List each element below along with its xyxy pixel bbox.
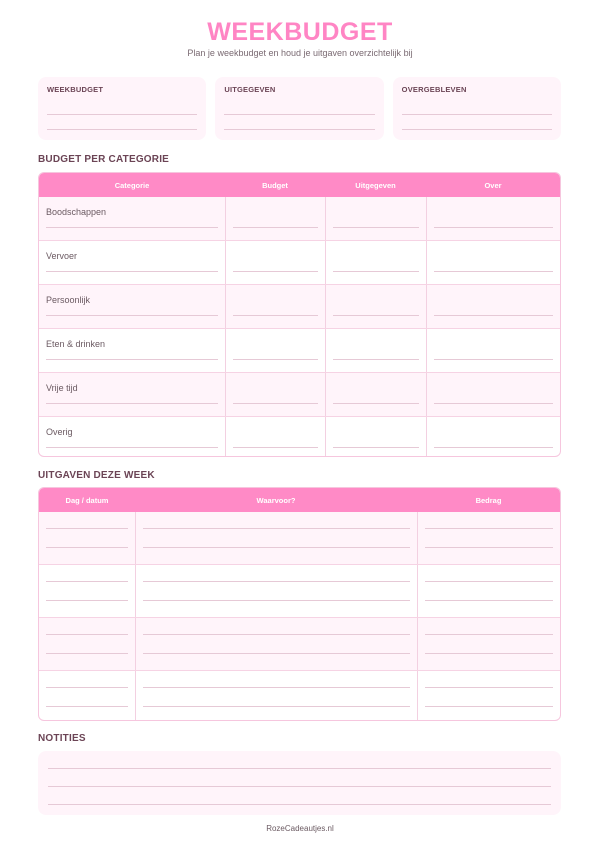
waarvoor-cell[interactable] xyxy=(135,512,417,564)
write-line xyxy=(143,653,410,654)
write-line xyxy=(333,447,419,448)
category-name: Overig xyxy=(46,427,73,437)
over-cell[interactable] xyxy=(426,241,560,284)
write-line xyxy=(143,706,410,707)
category-cell[interactable] xyxy=(39,241,225,284)
write-line xyxy=(434,403,553,404)
table-row xyxy=(39,240,560,284)
write-line xyxy=(402,114,552,115)
write-line xyxy=(143,581,410,582)
write-line xyxy=(333,359,419,360)
write-line xyxy=(402,129,552,130)
write-line xyxy=(48,768,551,769)
write-line xyxy=(46,315,218,316)
summary-card-uitgegeven[interactable] xyxy=(215,77,383,140)
write-line xyxy=(233,447,318,448)
over-cell[interactable] xyxy=(426,285,560,328)
uitgegeven-cell[interactable] xyxy=(325,373,426,416)
category-name: Vrije tijd xyxy=(46,383,78,393)
budget-cell[interactable] xyxy=(225,241,325,284)
table-row xyxy=(39,284,560,328)
uitgegeven-cell[interactable] xyxy=(325,197,426,240)
column-header-categorie: Categorie xyxy=(114,180,150,190)
write-line xyxy=(46,227,218,228)
summary-cards xyxy=(38,77,561,140)
uitgegeven-cell[interactable] xyxy=(325,241,426,284)
table-row xyxy=(39,670,560,721)
write-line xyxy=(333,227,419,228)
write-line xyxy=(233,227,318,228)
write-line xyxy=(46,706,128,707)
write-line xyxy=(47,114,197,115)
notes-area[interactable] xyxy=(38,751,561,815)
write-line xyxy=(46,403,218,404)
write-line xyxy=(434,359,553,360)
category-cell[interactable] xyxy=(39,329,225,372)
write-line xyxy=(425,706,553,707)
write-line xyxy=(48,804,551,805)
write-line xyxy=(46,528,128,529)
section-title-notes: NOTITIES xyxy=(38,733,86,744)
write-line xyxy=(434,227,553,228)
page-subtitle: Plan je weekbudget en houd je uitgaven overzichtelijk bij xyxy=(187,48,413,58)
category-table-header xyxy=(39,173,560,197)
write-line xyxy=(46,359,218,360)
dag-datum-cell[interactable] xyxy=(39,618,135,670)
dag-datum-cell[interactable] xyxy=(39,565,135,617)
column-header-over: Over xyxy=(484,180,502,190)
column-header-dag-datum: Dag / datum xyxy=(65,495,109,505)
table-row xyxy=(39,416,560,457)
write-line xyxy=(233,271,318,272)
write-line xyxy=(233,315,318,316)
waarvoor-cell[interactable] xyxy=(135,618,417,670)
table-row xyxy=(39,328,560,372)
column-header-bedrag: Bedrag xyxy=(475,495,502,505)
write-line xyxy=(333,315,419,316)
budget-cell[interactable] xyxy=(225,285,325,328)
category-name: Persoonlijk xyxy=(46,295,91,305)
category-name: Boodschappen xyxy=(46,207,107,217)
budget-cell[interactable] xyxy=(225,329,325,372)
write-line xyxy=(47,129,197,130)
write-line xyxy=(425,653,553,654)
budget-cell[interactable] xyxy=(225,373,325,416)
uitgegeven-cell[interactable] xyxy=(325,329,426,372)
table-row xyxy=(39,372,560,416)
footer-text: RozeCadeautjes.nl xyxy=(266,824,334,833)
waarvoor-cell[interactable] xyxy=(135,671,417,721)
over-cell[interactable] xyxy=(426,417,560,457)
summary-card-label: WEEKBUDGET xyxy=(47,85,104,94)
write-line xyxy=(233,359,318,360)
summary-card-weekbudget[interactable] xyxy=(38,77,206,140)
expenses-table xyxy=(38,487,561,721)
bedrag-cell[interactable] xyxy=(417,512,560,564)
dag-datum-cell[interactable] xyxy=(39,671,135,721)
write-line xyxy=(143,634,410,635)
write-line xyxy=(46,653,128,654)
write-line xyxy=(46,634,128,635)
category-cell[interactable] xyxy=(39,285,225,328)
over-cell[interactable] xyxy=(426,197,560,240)
write-line xyxy=(434,271,553,272)
category-name: Vervoer xyxy=(46,251,78,261)
budget-cell[interactable] xyxy=(225,417,325,457)
write-line xyxy=(233,403,318,404)
waarvoor-cell[interactable] xyxy=(135,565,417,617)
write-line xyxy=(46,600,128,601)
write-line xyxy=(224,129,374,130)
bedrag-cell[interactable] xyxy=(417,618,560,670)
table-row xyxy=(39,564,560,617)
section-title-categories: BUDGET PER CATEGORIE xyxy=(38,154,170,165)
write-line xyxy=(46,271,218,272)
write-line xyxy=(46,581,128,582)
page-title: WEEKBUDGET xyxy=(207,18,393,46)
category-cell[interactable] xyxy=(39,373,225,416)
write-line xyxy=(434,315,553,316)
category-cell[interactable] xyxy=(39,197,225,240)
write-line xyxy=(46,547,128,548)
write-line xyxy=(434,447,553,448)
write-line xyxy=(48,786,551,787)
write-line xyxy=(46,687,128,688)
table-row xyxy=(39,617,560,670)
write-line xyxy=(143,547,410,548)
over-cell[interactable] xyxy=(426,329,560,372)
expenses-table-header xyxy=(39,488,560,512)
write-line xyxy=(143,528,410,529)
write-line xyxy=(425,547,553,548)
write-line xyxy=(425,600,553,601)
bedrag-cell[interactable] xyxy=(417,565,560,617)
dag-datum-cell[interactable] xyxy=(39,512,135,564)
write-line xyxy=(425,687,553,688)
over-cell[interactable] xyxy=(426,373,560,416)
write-line xyxy=(143,600,410,601)
bedrag-cell[interactable] xyxy=(417,671,560,721)
column-header-uitgegeven: Uitgegeven xyxy=(355,180,396,190)
write-line xyxy=(425,581,553,582)
category-table xyxy=(38,172,561,457)
section-title-expenses: UITGAVEN DEZE WEEK xyxy=(38,470,155,481)
write-line xyxy=(224,114,374,115)
column-header-budget: Budget xyxy=(262,180,288,190)
uitgegeven-cell[interactable] xyxy=(325,285,426,328)
budget-cell[interactable] xyxy=(225,197,325,240)
table-row xyxy=(39,512,560,564)
write-line xyxy=(425,528,553,529)
summary-card-overgebleven[interactable] xyxy=(393,77,561,140)
write-line xyxy=(143,687,410,688)
category-name: Eten & drinken xyxy=(46,339,106,349)
write-line xyxy=(333,271,419,272)
summary-card-label: UITGEGEVEN xyxy=(224,85,276,94)
category-cell[interactable] xyxy=(39,417,225,457)
uitgegeven-cell[interactable] xyxy=(325,417,426,457)
write-line xyxy=(46,447,218,448)
column-header-waarvoor: Waarvoor? xyxy=(256,495,296,505)
write-line xyxy=(425,634,553,635)
write-line xyxy=(333,403,419,404)
summary-card-label: OVERGEBLEVEN xyxy=(401,85,467,94)
table-row xyxy=(39,197,560,240)
